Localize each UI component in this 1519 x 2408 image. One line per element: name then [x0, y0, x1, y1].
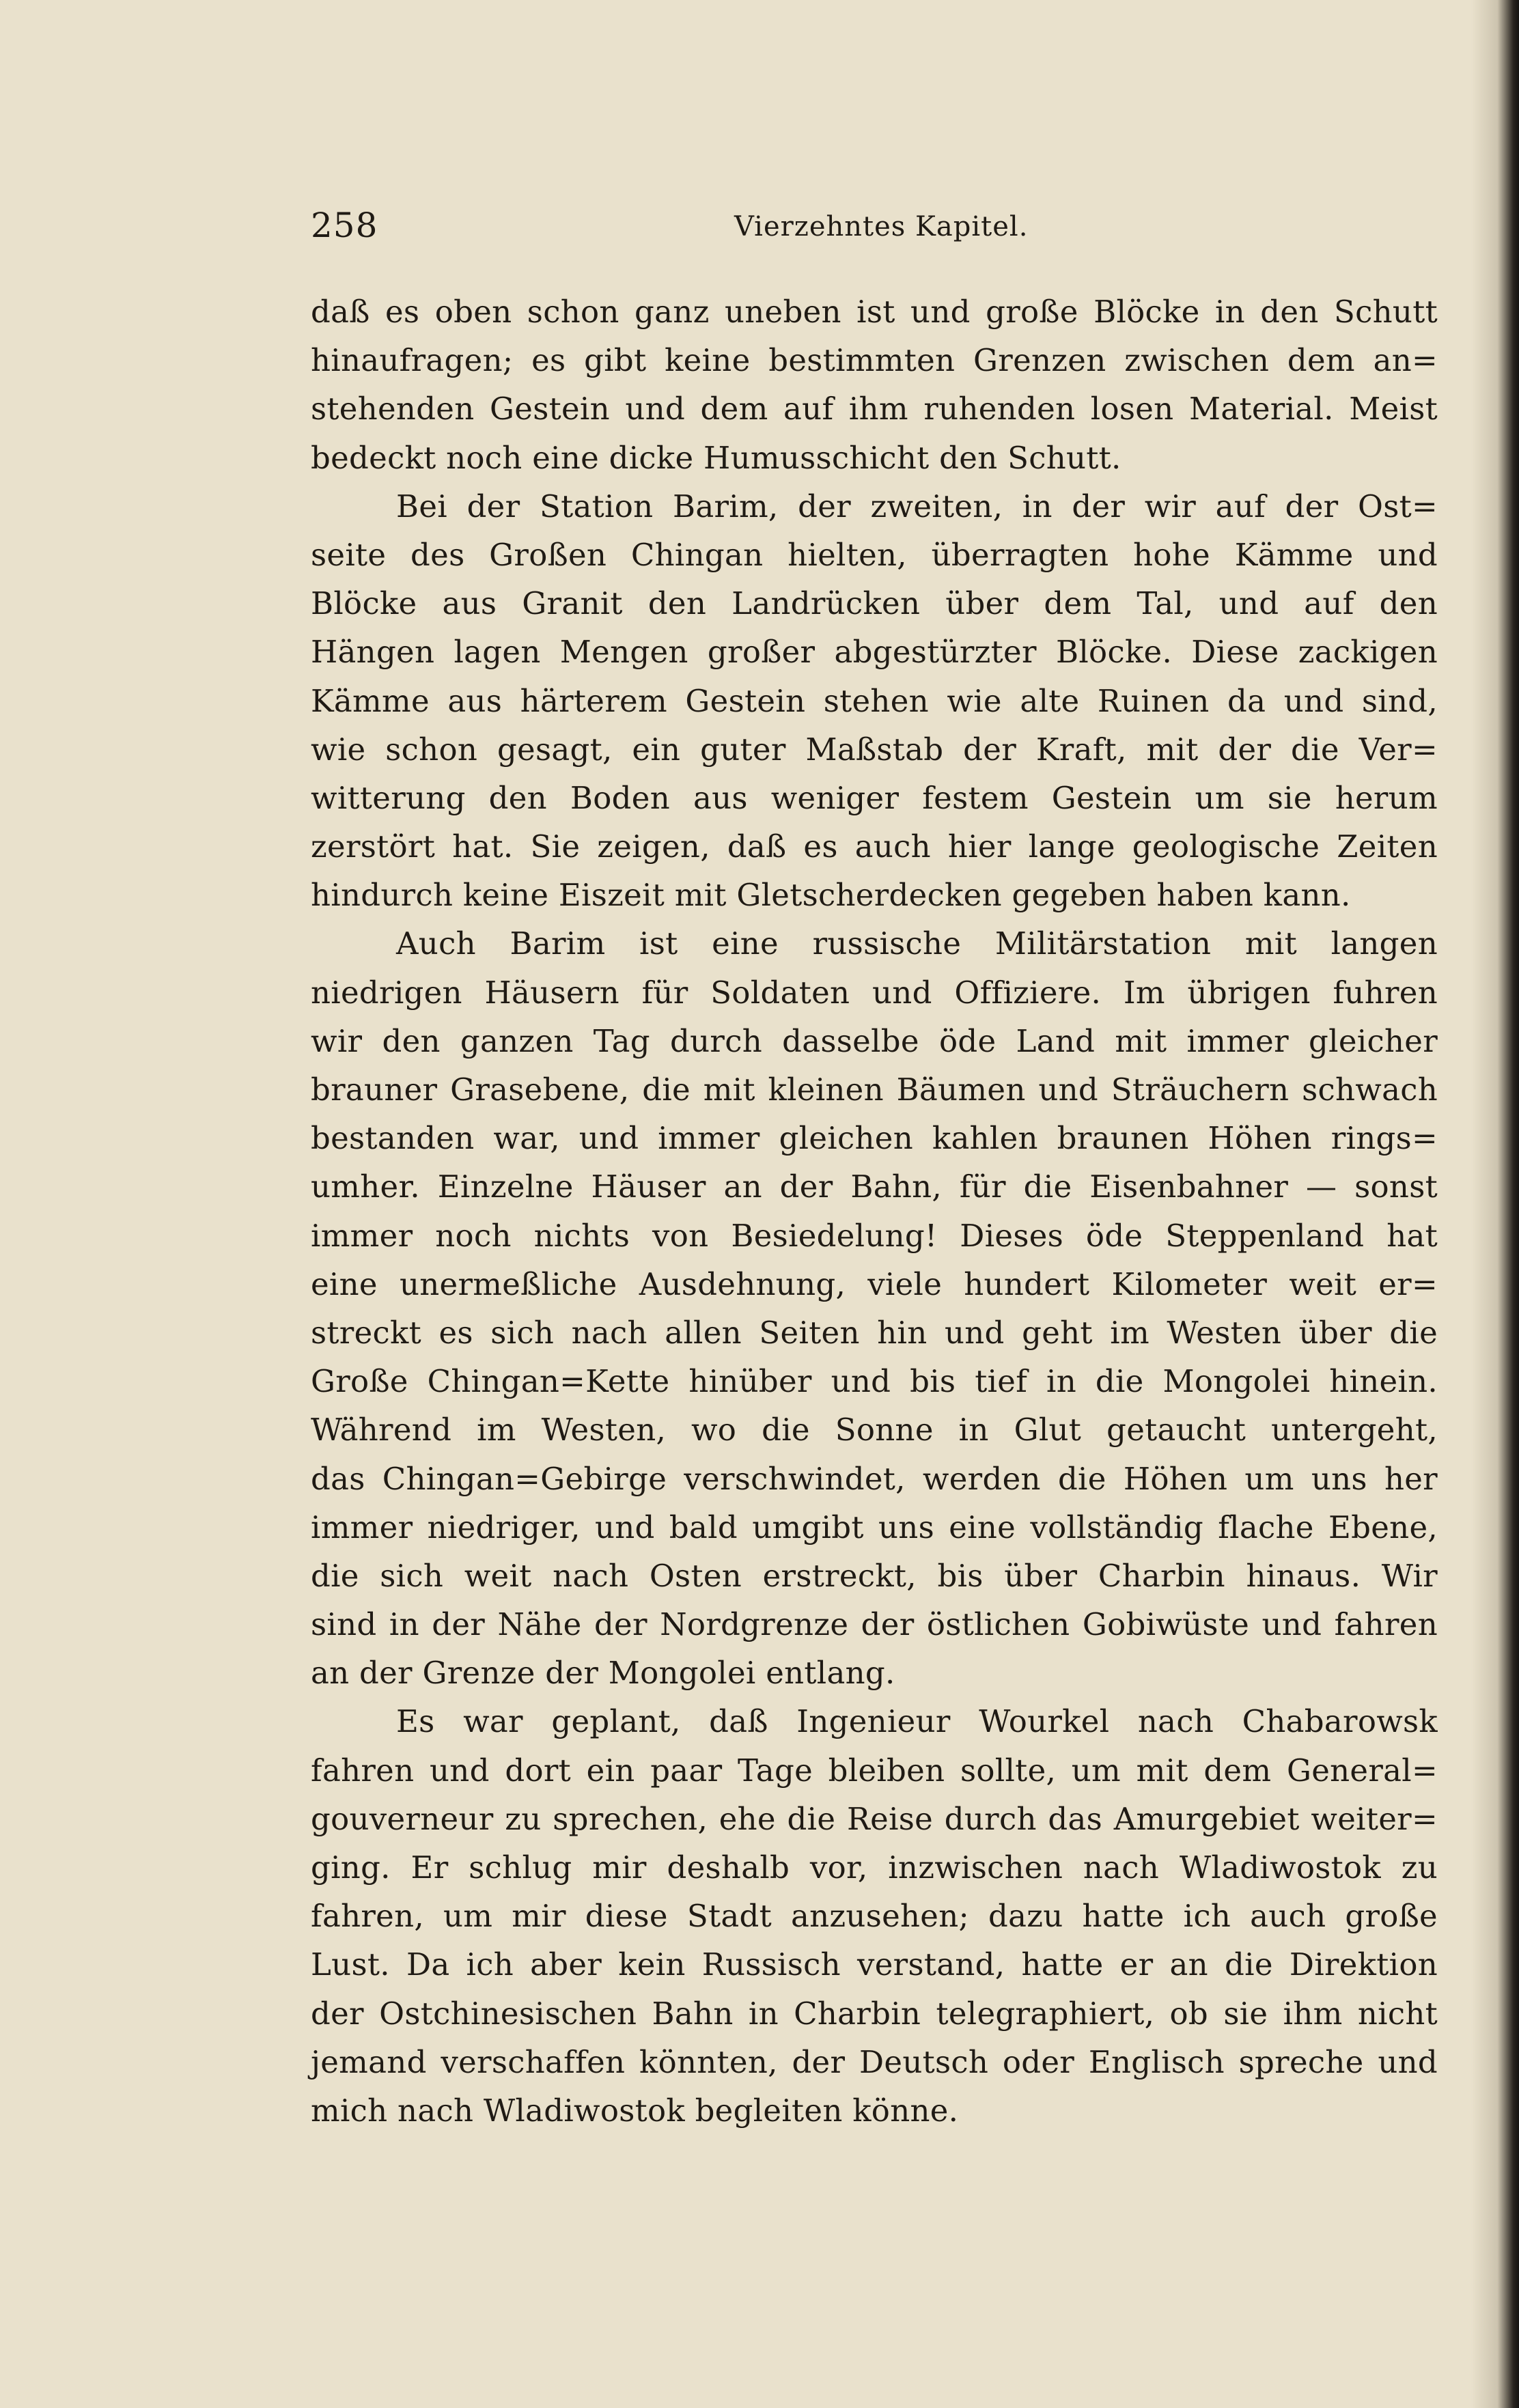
body-text — [311, 288, 1438, 2135]
text-line: niedrigen Häusern für Soldaten und Offiziere. Im übrigen fuhren — [311, 974, 1438, 1011]
text-line: gouverneur zu sprechen, ehe die Reise durch das Amurgebiet weiter= — [311, 1800, 1438, 1837]
text-line: der Ostchinesischen Bahn in Charbin telegraphiert, ob sie ihm nicht — [311, 1995, 1438, 2032]
text-line: Lust. Da ich aber kein Russisch verstand, hatte er an die Direktion — [311, 1946, 1438, 1983]
text-line: bestanden war, und immer gleichen kahlen braunen Höhen rings= — [311, 1120, 1438, 1157]
text-line: zerstört hat. Sie zeigen, daß es auch hier lange geologische Zeiten — [311, 828, 1438, 865]
running-head: Vierzehntes Kapitel. — [734, 211, 1029, 242]
text-line: Kämme aus härterem Gestein stehen wie alte Ruinen da und sind, — [311, 682, 1438, 719]
text-line: mich nach Wladiwostok begleiten könne. — [311, 2092, 959, 2129]
text-line: Bei der Station Barim, der zweiten, in der wir auf der Ost= — [396, 488, 1438, 524]
text-line: Blöcke aus Granit den Landrücken über dem Tal, und auf den — [311, 585, 1438, 622]
text-line: fahren, um mir diese Stadt anzusehen; dazu hatte ich auch große — [311, 1898, 1438, 1935]
text-line: seite des Großen Chingan hielten, überragten hohe Kämme und — [311, 536, 1438, 573]
text-line: Große Chingan=Kette hinüber und bis tief in die Mongolei hinein. — [311, 1363, 1438, 1400]
text-line: immer noch nichts von Besiedelung! Dieses öde Steppenland hat — [311, 1217, 1438, 1254]
text-line: hinaufragen; es gibt keine bestimmten Grenzen zwischen dem an= — [311, 342, 1438, 379]
text-line: immer niedriger, und bald umgibt uns eine vollständig flache Ebene, — [311, 1509, 1438, 1545]
text-line: Hängen lagen Mengen großer abgestürzter Blöcke. Diese zackigen — [311, 634, 1438, 671]
text-line: sind in der Nähe der Nordgrenze der östlichen Gobiwüste und fahren — [311, 1606, 1438, 1643]
page-number: 258 — [311, 206, 378, 245]
text-line: witterung den Boden aus weniger festem Gestein um sie herum — [311, 779, 1438, 816]
text-line: Es war geplant, daß Ingenieur Wourkel nach Chabarowsk — [396, 1703, 1438, 1740]
page-header — [311, 204, 1448, 247]
text-line: wir den ganzen Tag durch dasselbe öde Land mit immer gleicher — [311, 1022, 1438, 1059]
text-line: jemand verschaffen könnten, der Deutsch oder Englisch spreche und — [311, 2043, 1438, 2080]
text-line: an der Grenze der Mongolei entlang. — [311, 1655, 895, 1692]
text-line: umher. Einzelne Häuser an der Bahn, für die Eisenbahner — sonst — [311, 1168, 1438, 1205]
text-line: die sich weit nach Osten erstreckt, bis über Charbin hinaus. Wir — [311, 1557, 1438, 1594]
text-line: wie schon gesagt, ein guter Maßstab der Kraft, mit der die Ver= — [311, 731, 1438, 768]
text-line: brauner Grasebene, die mit kleinen Bäumen und Sträuchern schwach — [311, 1072, 1438, 1108]
text-line: streckt es sich nach allen Seiten hin und geht im Westen über die — [311, 1314, 1438, 1351]
text-line: ging. Er schlug mir deshalb vor, inzwischen nach Wladiwostok zu — [311, 1849, 1438, 1886]
text-line: das Chingan=Gebirge verschwindet, werden die Höhen um uns her — [311, 1460, 1438, 1497]
text-line: stehenden Gestein und dem auf ihm ruhenden losen Material. Meist — [311, 391, 1438, 428]
text-line: Während im Westen, wo die Sonne in Glut getaucht untergeht, — [311, 1412, 1438, 1448]
page-edge-shadow — [1471, 0, 1519, 2408]
text-line: bedeckt noch eine dicke Humusschicht den Schutt. — [311, 439, 1121, 476]
text-line: daß es oben schon ganz uneben ist und große Blöcke in den Schutt — [311, 294, 1438, 330]
text-line: fahren und dort ein paar Tage bleiben sollte, um mit dem General= — [311, 1752, 1438, 1789]
text-line: eine unermeßliche Ausdehnung, viele hundert Kilometer weit er= — [311, 1265, 1438, 1302]
text-line: Auch Barim ist eine russische Militärstation mit langen — [396, 925, 1438, 962]
text-line: hindurch keine Eiszeit mit Gletscherdecken gegeben haben kann. — [311, 877, 1351, 914]
